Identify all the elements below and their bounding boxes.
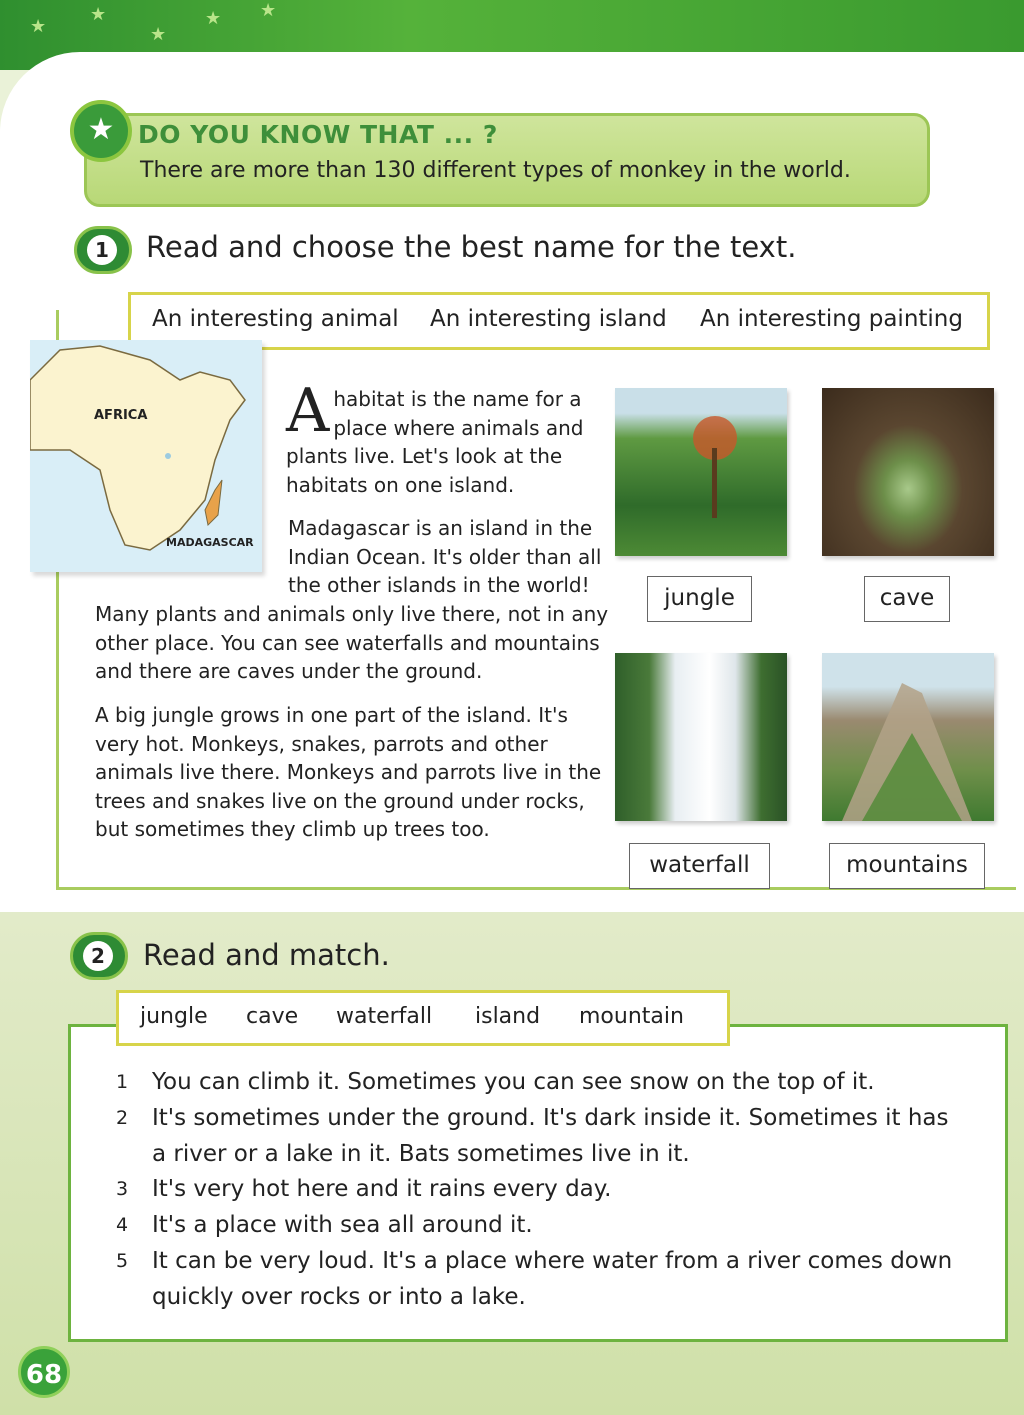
- madagascar-label: MADAGASCAR: [166, 536, 254, 549]
- text-line: Madagascar is an island in the: [288, 516, 593, 540]
- exercise-1-instruction: Read and choose the best name for the text.: [146, 230, 797, 264]
- jungle-image: [615, 388, 787, 556]
- photo-label-jungle: jungle: [647, 576, 752, 622]
- match-item-text: It's very hot here and it rains every day.: [152, 1176, 612, 1202]
- star-icon: ★: [30, 16, 47, 37]
- text-line: Indian Ocean. It's older than all: [288, 544, 602, 569]
- text-line: Many plants and animals only live there, not in any: [95, 602, 609, 626]
- photo-label-waterfall: waterfall: [629, 843, 770, 889]
- item-number: 5: [116, 1250, 129, 1272]
- paragraph-3: [95, 701, 615, 844]
- text-line: but sometimes they climb up trees too.: [95, 817, 490, 842]
- item-number: 2: [116, 1107, 129, 1129]
- text-line: other place. You can see waterfalls and mountains: [95, 630, 600, 655]
- did-you-know-text: There are more than 130 different types of monkey in the world.: [140, 158, 851, 183]
- africa-label: AFRICA: [94, 408, 148, 423]
- exercise-2-badge: [70, 932, 128, 980]
- did-you-know-title: DO YOU KNOW THAT ... ?: [138, 120, 498, 149]
- text-line: habitats on one island.: [286, 472, 515, 497]
- exercise-1-badge: [74, 226, 132, 274]
- match-item-text: It can be very loud. It's a place where water from a river comes down quickly over rocks or into a lake.: [152, 1248, 953, 1310]
- cave-image: [822, 388, 994, 556]
- item-number: 3: [116, 1178, 129, 1200]
- text-line: A big jungle grows in one part of the island. It's: [95, 703, 568, 727]
- text-line: animals live there. Monkeys and parrots live in the: [95, 760, 602, 785]
- photo-label-mountains: mountains: [829, 843, 985, 889]
- title-option[interactable]: An interesting animal: [152, 306, 399, 332]
- match-item-text: You can climb it. Sometimes you can see snow on the top of it.: [152, 1069, 875, 1095]
- text-line: habitat is the name for a: [333, 387, 582, 411]
- text-line: place where animals and: [333, 415, 584, 440]
- exercise-2-number: 2: [83, 941, 113, 971]
- paragraph-1: [286, 376, 606, 499]
- word-bank-item: island: [475, 1004, 541, 1029]
- photo-label-cave: cave: [864, 576, 950, 622]
- title-option[interactable]: An interesting island: [430, 306, 667, 332]
- word-bank-item: cave: [246, 1004, 299, 1029]
- word-bank-item: jungle: [140, 1004, 208, 1029]
- match-item-text: It's a place with sea all around it.: [152, 1212, 533, 1238]
- word-bank-item: mountain: [579, 1004, 684, 1029]
- exercise-1-number: 1: [87, 235, 117, 265]
- star-icon: ★: [90, 4, 107, 25]
- star-icon: ★: [70, 100, 132, 162]
- text-line: the other islands in the world!: [288, 573, 590, 598]
- waterfall-image: [615, 653, 787, 821]
- word-bank-item: waterfall: [336, 1004, 433, 1029]
- item-number: 1: [116, 1071, 129, 1093]
- text-line: very hot. Monkeys, snakes, parrots and other: [95, 731, 548, 756]
- text-line: plants live. Let's look at the: [286, 444, 563, 469]
- match-item-text: It's sometimes under the ground. It's dark inside it. Sometimes it has a river or a lake in it. Bats sometimes live in it.: [152, 1105, 949, 1167]
- text-line: trees and snakes live on the ground under rocks,: [95, 788, 585, 813]
- exercise-2-instruction: Read and match.: [143, 938, 390, 972]
- title-option[interactable]: An interesting painting: [700, 306, 963, 332]
- paragraph-2-bottom: [95, 600, 615, 686]
- africa-map: [30, 340, 262, 572]
- star-icon: ★: [205, 8, 222, 29]
- item-number: 4: [116, 1214, 129, 1236]
- text-line: and there are caves under the ground.: [95, 659, 483, 684]
- star-icon: ★: [260, 0, 277, 21]
- drop-cap: A: [286, 376, 330, 446]
- star-icon: ★: [150, 24, 167, 45]
- mountains-image: [822, 653, 994, 821]
- paragraph-2-top: [288, 514, 608, 600]
- page-number: 68: [18, 1346, 70, 1398]
